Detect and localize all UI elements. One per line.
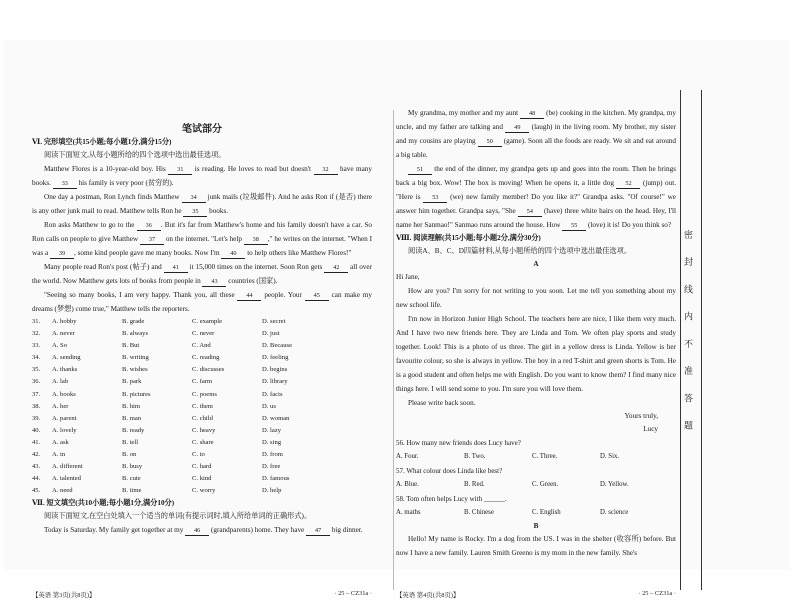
answer-option[interactable]: C. reading [192,354,220,362]
answer-option[interactable]: B. him [122,402,140,410]
answer-option[interactable]: B. man [122,414,142,422]
option-row [32,473,372,485]
answer-option[interactable]: C. And [192,342,211,350]
answer-option[interactable]: B. Two. [464,453,486,460]
question-number: 31. [32,318,41,325]
blank-42[interactable]: 42 [324,263,348,273]
option-row [396,506,676,520]
fill-paragraph-1: Today is Saturday. My family get together at my 46 (grandparents) home. They have 47 big dinner. [44,526,363,535]
blank-40[interactable]: 40 [221,249,245,259]
answer-option[interactable]: D. Yellow. [600,481,629,488]
answer-option[interactable]: D. from [262,451,283,459]
answer-option[interactable]: B. grade [122,318,145,325]
option-row [32,376,372,388]
fill-paragraph-2: My grandma, my mother and my aunt 48 (be) cooking in the kitchen. My grandpa, my uncle, and my father are talking and 49 (laugh) in the living room. My brother, my sister and my cousins are playing 50 (game). Soon all the foods are ready. We sit and eat around a big table. [396,109,677,159]
answer-option[interactable]: D. sing [262,438,282,446]
blank-43[interactable]: 43 [202,277,226,287]
option-row [32,389,372,401]
exam-sheet [4,40,790,599]
option-row [32,437,372,449]
left-footer [32,590,372,599]
answer-option[interactable]: D. science [600,509,629,516]
page-divider [393,110,394,590]
answer-option[interactable]: B. But [122,342,140,350]
answer-option[interactable]: B. always [122,330,149,338]
answer-option[interactable]: A. hobby [52,318,77,325]
answer-option[interactable]: A. talented [52,475,81,483]
section-7-header: Ⅶ. 短文填空(共10小题;每小题1分,满分10分) [32,499,175,508]
cloze-paragraph-4: Many people read Ron's post (帖子) and 41 it 15,000 times on the internet. Soon Ron gets 42 all over the world. Now Matthew gets lots of books from people in 43 countries (国家). [32,263,372,285]
answer-option[interactable]: C. poems [192,390,217,398]
section-6-header: Ⅵ. 完形填空(共15小题;每小题1分,满分15分) [32,138,172,146]
section-7-instruction: 阅读下面短文,在空白处填入一个适当的单词(有提示词时,填入所给单词的正确形式)。 [44,512,312,521]
answer-option[interactable]: A. thanks [52,366,78,374]
answer-option[interactable]: A. parent [52,414,77,422]
fill-paragraph-3: 51 the end of the dinner, my grandpa gets up and goes into the room. Then he brings back a big box. Wow! The box is moving! When he opens it, a little dog 52 (jump) out. "Here is 53 (we) new family member! Do you like it?" Grandpa asks. "Of course!" we answer him together. Grandpa says, "She 54 (have) three white hairs on the head. Hey, I'll name her Sanmao!" Sanmao runs around the house. How 55 (love) it is! Do you think so? [396,165,677,229]
blank-46[interactable]: 46 [185,526,209,536]
answer-option[interactable]: D. Because [262,342,293,350]
blank-31[interactable]: 31 [168,165,192,175]
cloze-paragraph-3: Ron asks Matthew to go to the 36 . But it's far from Matthew's home and his family doesn't have a car. So Ron calls on people to give Matthew 37 on the internet. "Let's help 38 ," he writes on the internet. "When I was a 39 , some kind people gave me many books. Now I'm 40 to help others like Matthew Flores!" [32,221,373,257]
answer-option[interactable]: C. never [192,330,215,338]
blank-52[interactable]: 52 [616,179,640,189]
letter-paragraph-2: I'm now in Horizon Junior High School. The teachers here are nice, I like them very much. And I have two new friends here. They are Linda and Tom. We often play sports and study together. Look! This is a photo of us three. The girl in a yellow dress is Linda. Yellow is her favourite colour, so she is always in yellow. The boy in a red T-shirt and green shorts is Tom. He is a good student and often helps me with English. Do you want to know them? I find many nice things here. I will send some to you. I'm sure you will love them. [396,315,676,393]
blank-45[interactable]: 45 [305,291,329,301]
option-row [32,340,372,352]
cloze-options-list [32,316,372,497]
answer-option[interactable]: A. maths [396,509,421,516]
question-number: 35. [32,366,41,374]
section-8-instruction: 阅读A、B、C、D四篇材料,从每小题所给的四个选项中选出最佳选项。 [408,247,632,255]
answer-option[interactable]: C. to [192,451,205,459]
option-row [32,449,372,461]
blank-48[interactable]: 48 [520,109,544,119]
answer-option[interactable]: B. on [122,451,137,459]
part-title: 笔试部分 [182,124,222,135]
blank-51[interactable]: 51 [408,165,432,175]
answer-option[interactable]: B. Chinese [464,509,494,516]
answer-option[interactable]: D. help [262,487,282,495]
answer-option[interactable]: D. feeling [262,354,289,362]
letter-closing: Yours truly, [624,412,658,420]
answer-option[interactable]: C. child [192,414,213,422]
answer-option[interactable]: D. begins [262,366,288,374]
answer-option[interactable]: D. facts [262,390,283,398]
blank-41[interactable]: 41 [164,263,188,273]
answer-option[interactable]: C. share [192,438,214,446]
answer-option[interactable]: A. books [52,390,76,398]
passage-b-label: B [533,522,539,530]
question-number: 44. [32,475,41,483]
cloze-paragraph-2: One day a postman, Ron Lynch finds Matthew 34 junk mails (垃圾邮件). And he asks Ron if (是否) there is any other junk mail to read. Matthew tells Ron he 35 books. [32,193,372,215]
answer-option[interactable]: C. farm [192,378,213,386]
question-number: 36. [32,378,41,386]
answer-option[interactable]: D. secret [262,318,286,325]
blank-53[interactable]: 53 [423,193,447,203]
question-number: 32. [32,330,41,338]
answer-option[interactable]: C. English [532,509,561,516]
answer-option[interactable]: D. lazy [262,426,282,434]
answer-option[interactable]: D. just [262,330,280,338]
option-row [32,401,372,413]
answer-option[interactable]: A. need [52,487,73,495]
answer-option[interactable]: B. time [122,487,142,495]
blank-55[interactable]: 55 [562,221,586,231]
letter-greeting: Hi Jane, [396,273,420,281]
question-number: 33. [32,342,41,350]
blank-34[interactable]: 34 [182,193,206,203]
answer-option[interactable]: C. discusses [192,366,225,374]
answer-option[interactable]: A. So [52,342,68,350]
answer-option[interactable]: C. example [192,318,223,325]
blank-39[interactable]: 39 [50,249,74,259]
letter-signature: Lucy [643,425,658,433]
answer-option[interactable]: B. busy [122,463,143,471]
answer-option[interactable]: A. sending [52,354,81,362]
answer-option[interactable]: D. library [262,378,288,386]
gutter-warning: 密 封 线 内 不 准 答 题 [683,230,693,438]
answer-option[interactable]: D. free [262,463,281,471]
blank-36[interactable]: 36 [137,221,161,231]
option-row [396,450,676,464]
blank-32[interactable]: 32 [314,165,338,175]
option-row [32,413,372,425]
blank-35[interactable]: 35 [183,207,207,217]
answer-option[interactable]: D. woman [262,414,290,422]
answer-option[interactable]: B. park [122,378,142,386]
letter-paragraph-1: How are you? I'm sorry for not writing to you soon. Let me tell you something about my new school life. [396,287,676,309]
answer-option[interactable]: A. lovely [52,426,77,434]
answer-option[interactable]: D. famous [262,475,290,483]
answer-option[interactable]: B. cute [122,475,141,483]
option-row [32,352,372,364]
right-footer [396,590,676,599]
blank-37[interactable]: 37 [140,235,164,245]
question-text: 57. What colour does Linda like best? [396,467,503,475]
question-text: 58. Tom often helps Lucy with ______. [396,495,507,503]
question-number: 37. [32,390,41,398]
answer-option[interactable]: B. wishes [122,366,148,374]
answer-option[interactable]: C. worry [192,487,216,495]
answer-option[interactable]: A. her [52,402,69,410]
letter-paragraph-3: Please write back soon. [408,399,476,407]
option-row [32,316,372,328]
answer-option[interactable]: B. ready [122,426,145,434]
cloze-paragraph-5: "Seeing so many books, I am very happy. Thank you, all these 44 people. Your 45 can make my dreams (梦想) come true," Matthew tells the reporters. [32,291,372,313]
passage-b-paragraph: Hello! My name is Rocky. I'm a dog from the US. I was in the shelter (收容所) before. But now I have a new family. Lauren Smith Greeno is my mom in the new family. She's [396,535,676,557]
question-number: 41. [32,438,41,446]
blank-49[interactable]: 49 [505,123,529,133]
option-row [396,478,676,492]
option-row [32,425,372,437]
question-number: 45. [32,487,41,495]
answer-option[interactable]: C. them [192,402,213,410]
answer-option[interactable]: A. lab [52,378,69,386]
reading-questions-list [396,436,676,520]
question-number: 38. [32,402,41,410]
blank-33[interactable]: 33 [53,179,77,189]
section-8-header: Ⅷ. 阅读理解(共15小题;每小题2分,满分30分) [396,234,541,242]
answer-option[interactable]: A. different [52,463,83,471]
right-page-number: 【英语 第4页(共8页)】 [396,592,460,599]
answer-option[interactable]: A. ask [52,438,69,446]
answer-option[interactable]: B. pictures [122,390,151,398]
blank-44[interactable]: 44 [237,291,261,301]
section-6-instruction: 阅读下面短文,从每小题所给的四个选项中选出最佳选项。 [44,151,226,159]
answer-option[interactable]: A. Blue. [396,481,419,488]
answer-option[interactable]: B. tell [122,438,139,446]
question-number: 43. [32,463,41,471]
answer-option[interactable]: C. kind [192,475,212,483]
question-number: 42. [32,451,41,459]
binding-gutter [680,90,702,590]
question-number: 34. [32,354,41,362]
question-text: 56. How many new friends does Lucy have? [396,439,521,447]
answer-option[interactable]: A. in [52,451,66,459]
answer-option[interactable]: C. Green. [532,481,559,488]
right-page [396,90,676,600]
cloze-paragraph-1: Matthew Flores is a 10-year-old boy. His 31 is reading. He loves to read but doesn't 32 have many books. 33 his family is very poor (贫穷的). [32,165,372,187]
answer-option[interactable]: B. Red. [464,481,485,488]
question-number: 40. [32,426,41,434]
left-page-number: 【英语 第3页(共8页)】 [32,592,96,599]
right-paper-code: · 25 – CZ31a · [638,590,676,597]
answer-option[interactable]: C. Three. [532,453,558,460]
left-paper-code: · 25 – CZ31a · [334,590,372,597]
option-row [32,461,372,473]
blank-50[interactable]: 50 [478,137,502,147]
question-number: 39. [32,414,41,422]
passage-a-label: A [533,260,539,268]
answer-option[interactable]: B. writing [122,354,149,362]
answer-option[interactable]: D. us [262,402,276,410]
blank-47[interactable]: 47 [306,526,330,536]
answer-option[interactable]: D. Six. [600,453,620,460]
answer-option[interactable]: C. heavy [192,426,216,434]
answer-option[interactable]: C. hard [192,463,212,471]
answer-option[interactable]: A. never [52,330,75,338]
option-row [32,328,372,340]
blank-38[interactable]: 38 [244,235,268,245]
left-page [32,90,372,600]
option-row [32,485,372,497]
option-row [32,364,372,376]
answer-option[interactable]: A. Four. [396,453,419,460]
blank-54[interactable]: 54 [518,207,542,217]
